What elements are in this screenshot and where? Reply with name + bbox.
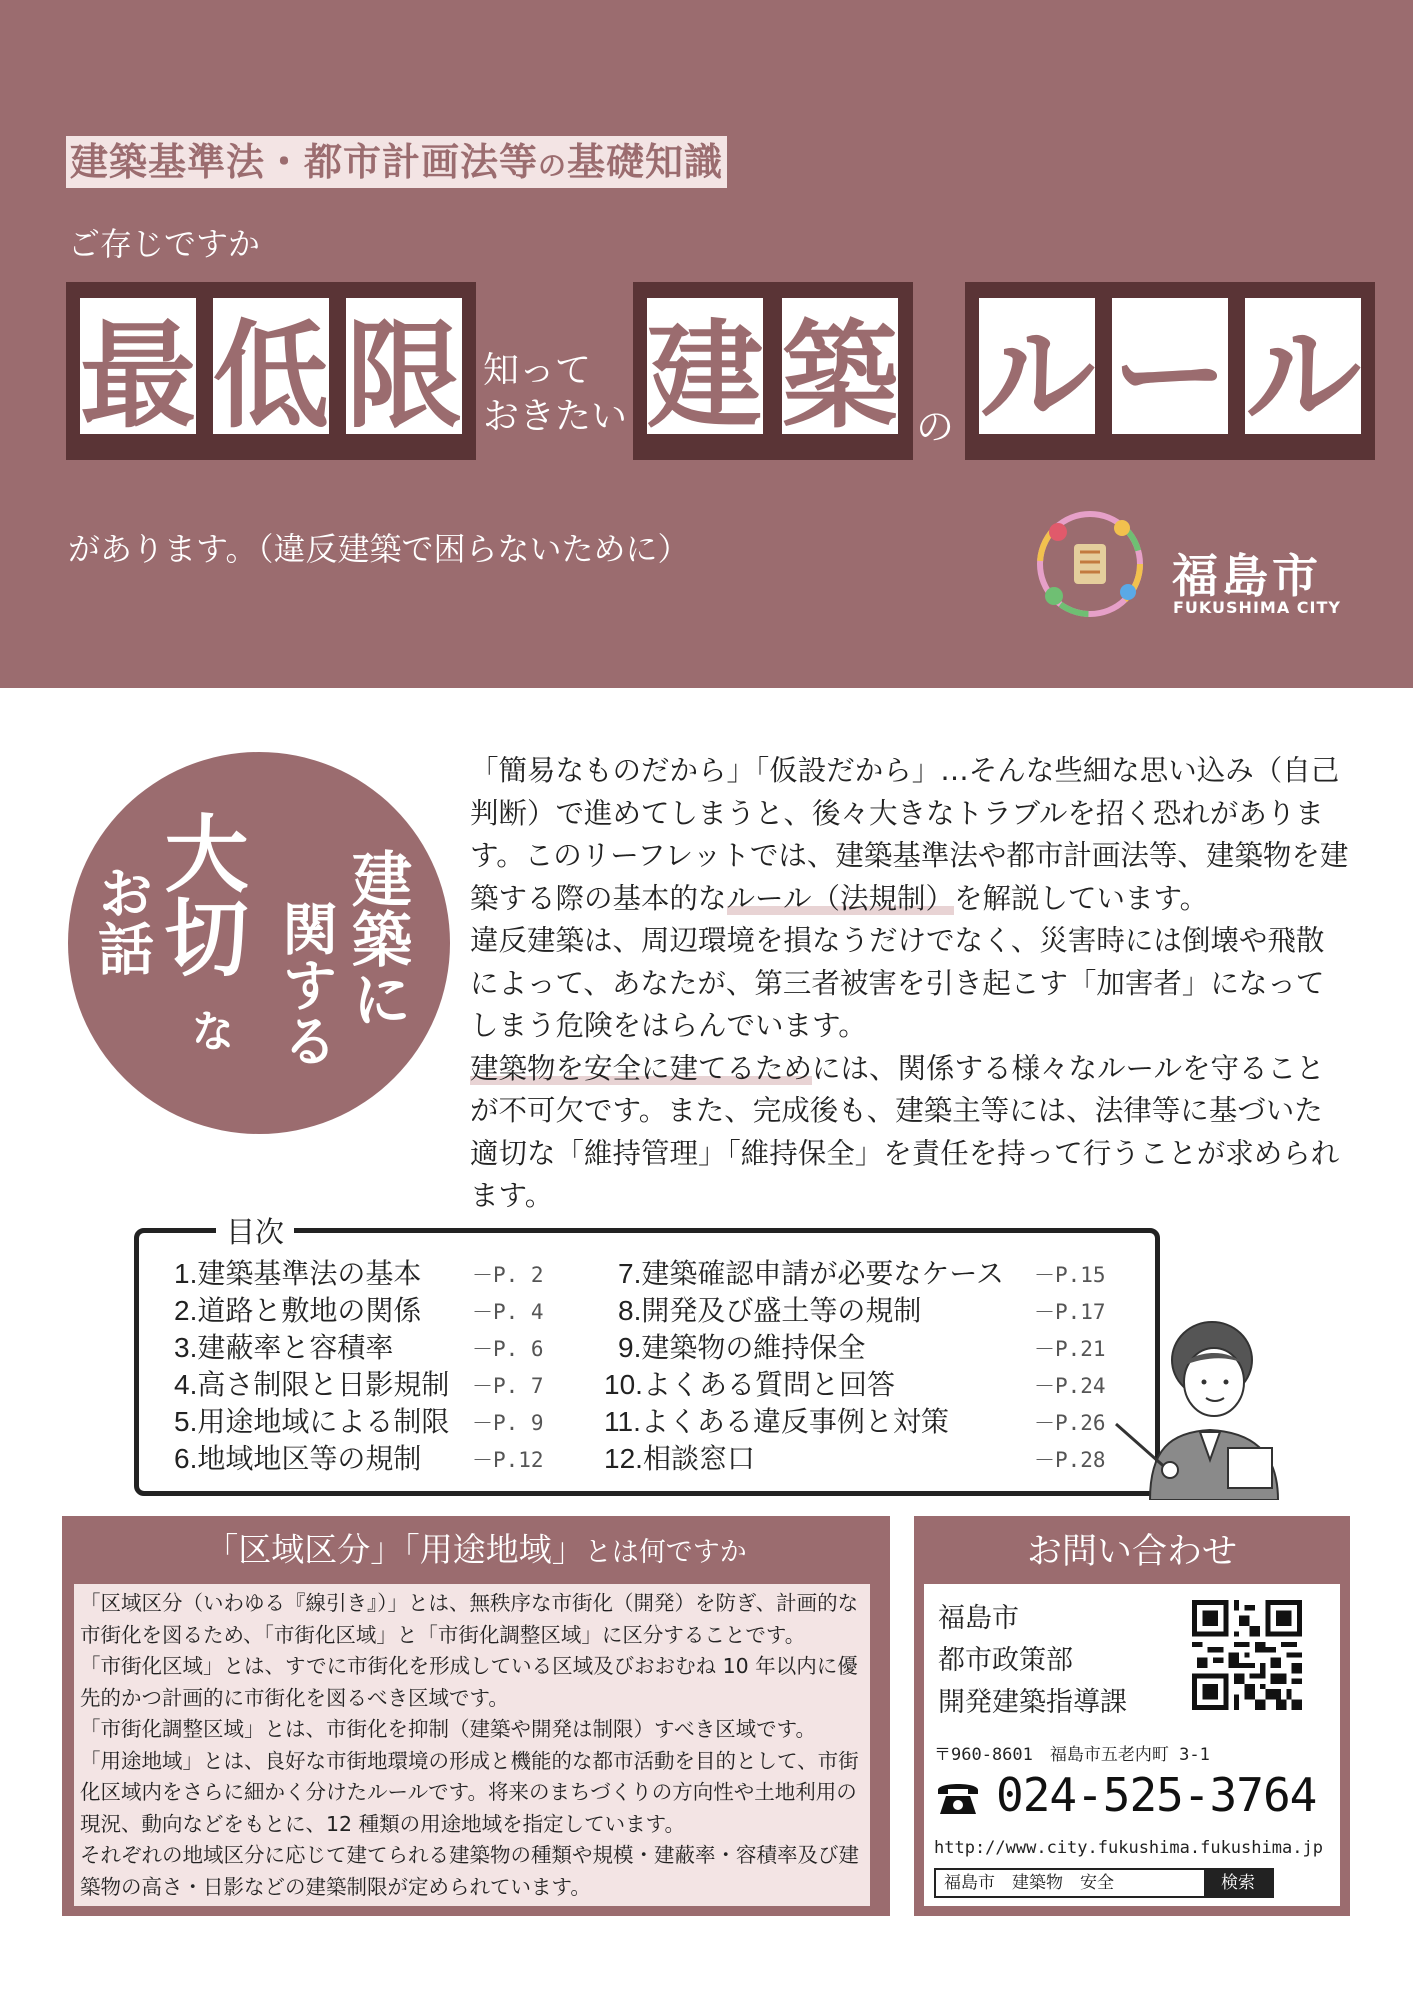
zone-paragraph: 「用途地域」とは、良好な市街地環境の形成と機能的な都市活動を目的として、市街化区域内をさらに細かく分けたルールです。将来のまちづくりの方向性や土地利用の現況、動向などをもとに、12 種類の用途地域を指定しています。	[80, 1748, 859, 1836]
contact-org-3: 開発建築指導課	[938, 1687, 1127, 1718]
title-tile: ル	[979, 298, 1095, 434]
contact-phone[interactable]: 024-525-3764	[996, 1768, 1317, 1822]
toc-num: 6.	[174, 1443, 198, 1474]
search-button[interactable]: 検索	[1204, 1870, 1272, 1896]
toc-page-11: －P.26	[1034, 1411, 1106, 1435]
zone-body	[74, 1584, 870, 1906]
contact-title: お問い合わせ	[1026, 1532, 1237, 1572]
circle-text-4: お話	[89, 864, 154, 976]
toc-item-10[interactable]	[604, 1363, 895, 1403]
toc-num: 2.	[174, 1295, 198, 1326]
toc-item-11[interactable]	[604, 1400, 949, 1440]
title-particle: の	[916, 405, 955, 449]
kicker-label	[66, 136, 727, 188]
title-tile: 低	[213, 298, 329, 434]
toc-title: 目次	[216, 1210, 294, 1251]
title-tile: 最	[80, 298, 196, 434]
toc-num: 4.	[174, 1369, 198, 1400]
contact-org-1: 福島市	[938, 1603, 1019, 1634]
toc-label: 道路と敷地の関係	[197, 1294, 422, 1327]
zone-paragraph: 「区域区分（いわゆる『線引き』）」とは、無秩序な市街化（開発）を防ぎ、計画的な市街化を図るため、「市街化区域」と「市街化調整区域」に区分することです。	[80, 1591, 859, 1647]
toc-num: 9.	[618, 1332, 642, 1363]
telephone-icon	[934, 1776, 982, 1818]
presenter-illustration-icon	[1110, 1320, 1300, 1500]
intro-p1-highlight: ルール（法規制）	[726, 881, 954, 915]
toc-num: 1.	[174, 1258, 198, 1289]
toc-page-4: －P. 7	[472, 1374, 544, 1398]
search-box[interactable]	[934, 1868, 1274, 1898]
contact-org-2: 都市政策部	[938, 1645, 1073, 1676]
toc-num: 10.	[604, 1369, 643, 1400]
intro-paragraph-3	[470, 1048, 1350, 1218]
circle-text-3-small: な	[183, 1008, 234, 1052]
city-name-en: FUKUSHIMA CITY	[1173, 598, 1341, 617]
title-box-3	[965, 282, 1375, 460]
toc-label: 建築確認申請が必要なケース	[641, 1257, 1004, 1290]
circle-text-1: 建築に	[342, 848, 412, 1028]
intro-paragraph-2: 違反建築は、周辺環境を損なうだけでなく、災害時には倒壊や飛散によって、あなたが、第三者被害を引き起こす「加害者」になってしまう危険をはらんでいます。	[470, 924, 1325, 1042]
search-terms[interactable]: 福島市 建築物 安全	[944, 1873, 1114, 1893]
header-subtitle: があります。（違反建築で困らないために）	[68, 530, 690, 568]
toc-item-2[interactable]	[174, 1289, 421, 1329]
intro-circle	[68, 752, 450, 1134]
toc-label: 地域地区等の規制	[197, 1442, 422, 1475]
toc-item-1[interactable]	[174, 1252, 421, 1292]
intro-text	[470, 750, 1350, 1218]
toc-page-9: －P.21	[1034, 1337, 1106, 1361]
toc-num: 8.	[618, 1295, 642, 1326]
toc-page-5: －P. 9	[472, 1411, 544, 1435]
kicker-part-b: 基礎知識	[567, 140, 724, 184]
toc-num: 5.	[174, 1406, 198, 1437]
connector-line-1: 知って	[483, 350, 592, 391]
toc-num: 7.	[618, 1258, 642, 1289]
title-connector	[483, 348, 627, 440]
title-tile: ル	[1245, 298, 1361, 434]
toc-item-3[interactable]	[174, 1326, 393, 1366]
toc-label: 建築基準法の基本	[197, 1257, 422, 1290]
title-box-1	[66, 282, 476, 460]
toc-page-2: －P. 4	[472, 1300, 544, 1324]
toc-page-8: －P.17	[1034, 1300, 1106, 1324]
toc-item-5[interactable]	[174, 1400, 449, 1440]
toc-label: 開発及び盛土等の規制	[641, 1294, 922, 1327]
zone-paragraph: それぞれの地域区分に応じて建てられる建築物の種類や規模・建蔽率・容積率及び建築物の高さ・日影などの建築制限が定められています。	[80, 1843, 859, 1899]
lead-text: ご存じですか	[68, 225, 261, 263]
toc-label: 用途地域による制限	[197, 1405, 450, 1438]
title-tile: 築	[782, 298, 898, 434]
intro-paragraph-1	[470, 750, 1350, 920]
title-box-2	[633, 282, 913, 460]
toc-label: よくある質問と回答	[642, 1368, 895, 1401]
toc-label: 建築物の維持保全	[641, 1331, 866, 1364]
toc-label: よくある違反事例と対策	[640, 1405, 949, 1438]
qr-code-icon[interactable]	[1192, 1600, 1302, 1710]
city-name: 福島市	[1172, 549, 1322, 603]
toc-label: 高さ制限と日影規制	[197, 1368, 450, 1401]
kicker-particle: の	[538, 149, 568, 182]
intro-p3-b: には、関係する様々なルールを守ることが不可欠です。また、完成後も、建築主等には、法律等に基づいた適切な「維持管理」「維持保全」を責任を持って行うことが求められます。	[470, 1051, 1340, 1212]
toc-label: 相談窓口	[642, 1442, 755, 1475]
zone-title-sub: とは何ですか	[584, 1537, 747, 1568]
zone-paragraph: 「市街化調整区域」とは、市街化を抑制（建築や開発は制限）すべき区域です。	[80, 1717, 816, 1741]
title-tile: 限	[346, 298, 462, 434]
toc-page-12: －P.28	[1034, 1448, 1106, 1472]
zone-paragraph: 「市街化区域」とは、すでに市街化を形成している区域及びおおむね 10 年以内に優先的かつ計画的に市街化を図るべき区域です。	[80, 1654, 858, 1710]
title-tile: 建	[647, 298, 763, 434]
zone-title	[62, 1524, 890, 1571]
circle-text-2: 関する	[273, 900, 338, 1068]
toc-item-9[interactable]	[618, 1326, 865, 1366]
intro-p1-b: を解説しています。	[953, 881, 1209, 915]
toc-num: 11.	[604, 1406, 641, 1437]
toc-item-8[interactable]	[618, 1289, 921, 1329]
title-tile: ー	[1112, 298, 1228, 434]
toc-num: 12.	[604, 1443, 643, 1474]
toc-page-1: －P. 2	[472, 1263, 544, 1287]
city-logo-icon	[1030, 492, 1150, 632]
toc-label: 建蔽率と容積率	[197, 1331, 394, 1364]
zone-title-main: 「区域区分」「用途地域」	[205, 1530, 585, 1569]
toc-page-7: －P.15	[1034, 1263, 1106, 1287]
toc-item-7[interactable]	[618, 1252, 1004, 1292]
toc-item-6[interactable]	[174, 1437, 421, 1477]
contact-url[interactable]: http://www.city.fukushima.fukushima.jp	[934, 1838, 1323, 1858]
toc-num: 3.	[174, 1332, 198, 1363]
toc-page-6: －P.12	[472, 1448, 544, 1472]
toc-item-4[interactable]	[174, 1363, 449, 1403]
intro-p3-highlight: 建築物を安全に建てるため	[470, 1051, 813, 1085]
connector-line-2: おきたい	[483, 396, 628, 437]
toc-item-12[interactable]	[604, 1437, 755, 1477]
contact-address: 〒960-8601 福島市五老内町 3-1	[934, 1745, 1210, 1765]
intro-p1-a: 「簡易なものだから」「仮設だから」…そんな些細な思い込み（自己判断）で進めてしまうと、後々大きなトラブルを招く恐れがあります。このリーフレットでは、建築基準法や都市計画法等、建築物を建築する際の基本的な	[470, 754, 1349, 915]
toc-page-3: －P. 6	[472, 1337, 544, 1361]
kicker-part-a: 建築基準法・都市計画法等	[70, 140, 539, 184]
toc-page-10: －P.24	[1034, 1374, 1106, 1398]
circle-text-3: 大切	[151, 810, 249, 978]
